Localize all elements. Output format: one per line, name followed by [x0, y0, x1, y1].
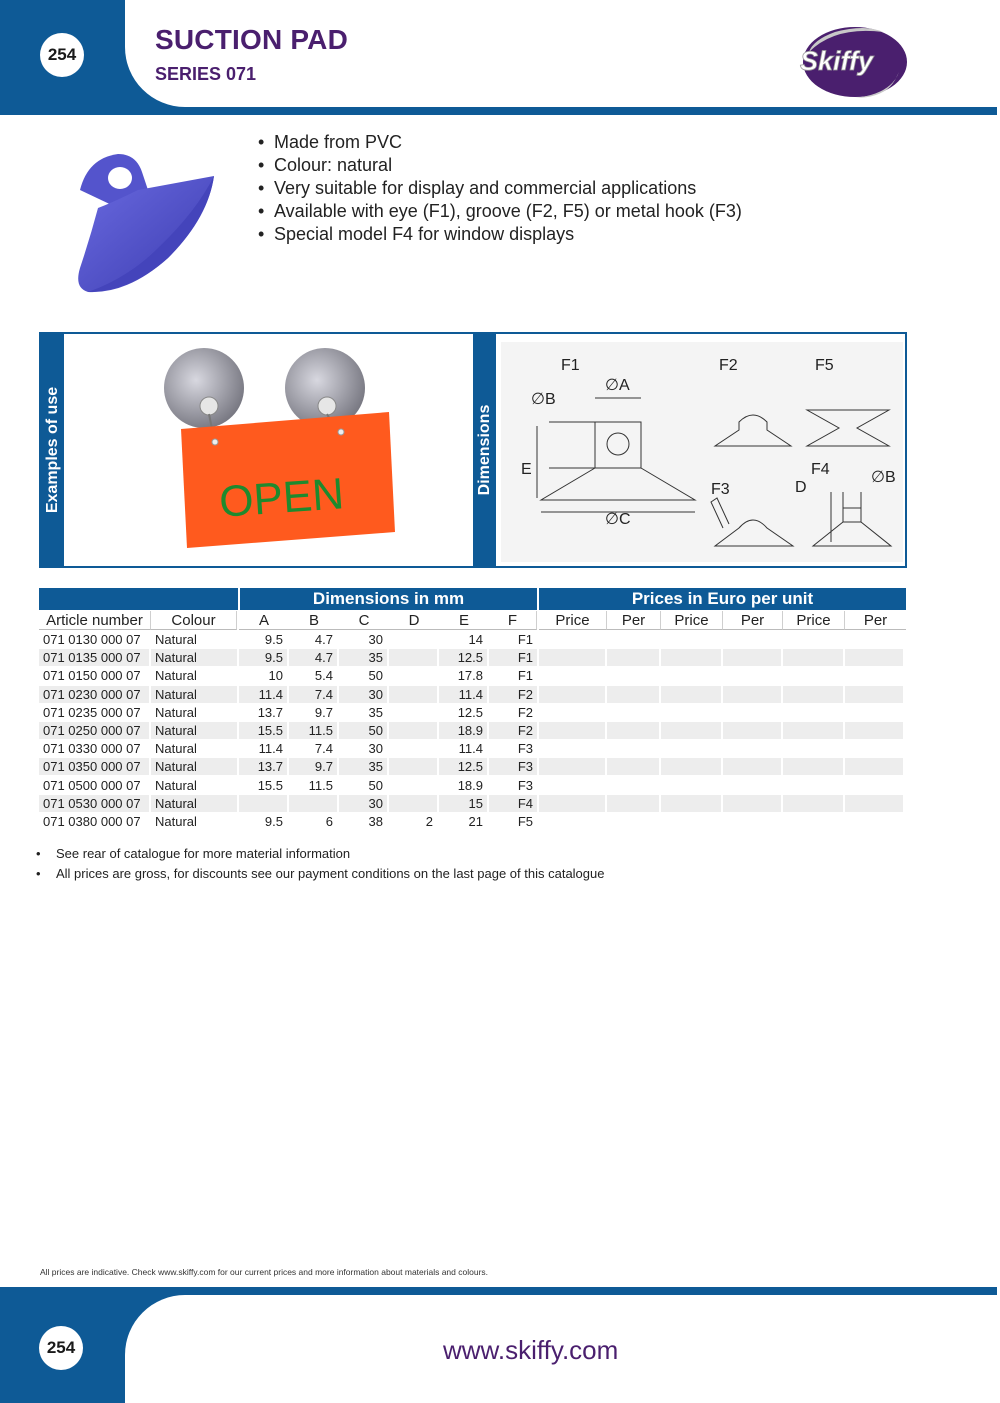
table-cell — [607, 740, 659, 757]
note-item: • See rear of catalogue for more material information — [36, 844, 604, 864]
table-cell: Natural — [151, 686, 237, 703]
column-header: F — [489, 611, 537, 630]
table-row — [39, 649, 906, 667]
table-cell — [539, 740, 605, 757]
skiffy-logo — [795, 22, 910, 100]
table-cell: Natural — [155, 813, 197, 829]
notes-list — [36, 844, 604, 883]
table-cell — [389, 686, 437, 703]
table-cell — [539, 704, 605, 721]
table-cell — [845, 649, 903, 666]
table-cell: 18.9 — [439, 722, 487, 739]
table-row — [39, 758, 906, 776]
table-cell — [389, 667, 437, 684]
table-cell: Natural — [151, 795, 237, 812]
table-cell: 11.4 — [439, 686, 487, 703]
table-cell: 30 — [339, 686, 387, 703]
table-cell: 9.5 — [264, 632, 283, 647]
table-cell: 35 — [339, 758, 387, 775]
table-cell — [607, 649, 659, 666]
feature-item: • Special model F4 for window displays — [258, 223, 742, 246]
note-item: • All prices are gross, for discounts see our payment conditions on the last page of this catalogue — [36, 864, 604, 884]
table-cell: 15.5 — [257, 777, 283, 793]
table-cell — [389, 631, 437, 648]
table-cell: F3 — [517, 777, 533, 793]
table-row — [39, 777, 906, 795]
table-cell: 071 0530 000 07 — [39, 795, 149, 812]
table-cell — [539, 649, 605, 666]
table-cell — [783, 777, 843, 794]
table-cell: 9.7 — [314, 704, 333, 720]
table-cell — [607, 758, 659, 775]
table-cell: Natural — [155, 777, 197, 793]
table-cell: 4.7 — [314, 632, 333, 647]
table-cell — [845, 722, 903, 739]
dimension-d-label: D — [795, 479, 807, 496]
suction-pad-product-image — [58, 128, 230, 314]
table-cell — [783, 667, 843, 684]
column-header: B — [289, 611, 339, 630]
table-cell — [661, 686, 721, 703]
logo-text: Skiffy — [800, 46, 874, 76]
column-header: Colour — [151, 611, 237, 630]
table-cell: 7.4 — [289, 686, 337, 703]
open-sign-example-image — [69, 334, 469, 566]
table-cell: 12.5 — [439, 649, 487, 666]
table-cell: 071 0230 000 07 — [39, 686, 149, 703]
table-cell — [661, 649, 721, 666]
feature-item: • Very suitable for display and commercial applications — [258, 177, 742, 200]
table-cell: 2 — [425, 813, 433, 829]
table-cell — [539, 795, 605, 812]
table-cell: Natural — [151, 649, 237, 666]
column-header: Price — [661, 611, 723, 630]
table-body — [39, 631, 906, 831]
table-cell — [783, 631, 843, 648]
dimension-e-label: E — [521, 461, 532, 478]
table-row — [39, 740, 906, 758]
table-cell — [723, 649, 781, 666]
table-cell: 071 0330 000 07 — [43, 741, 141, 757]
table-cell — [539, 631, 605, 648]
dimensions-diagram — [501, 342, 903, 562]
diameter-b-f4-label: ∅B — [871, 469, 896, 486]
column-header: E — [439, 611, 489, 630]
table-cell — [783, 722, 843, 739]
table-cell: F1 — [517, 632, 533, 647]
table-cell: 11.5 — [308, 777, 333, 793]
table-cell: 15 — [439, 795, 487, 812]
table-cell: 14 — [468, 632, 483, 647]
table-cell — [661, 777, 721, 794]
disclaimer-text: All prices are indicative. Check www.skiffy.com for our current prices and more information about materials and colours. — [40, 1267, 489, 1277]
table-cell: 30 — [368, 632, 383, 647]
table-cell — [661, 813, 721, 830]
table-cell — [845, 740, 903, 757]
table-row — [39, 813, 906, 831]
table-cell — [607, 704, 659, 721]
table-cell — [661, 704, 721, 721]
footer-page-number-badge: 254 — [39, 1326, 83, 1370]
table-cell: F5 — [517, 813, 533, 829]
table-cell: 071 0250 000 07 — [39, 722, 149, 739]
table-cell — [607, 631, 659, 648]
table-cell — [783, 704, 843, 721]
table-cell — [539, 813, 605, 830]
column-header: Price — [539, 611, 607, 630]
table-cell — [607, 686, 659, 703]
sign-text: OPEN — [217, 469, 346, 527]
table-cell — [661, 667, 721, 684]
table-cell — [845, 795, 903, 812]
table-cell — [389, 649, 437, 666]
table-cell — [845, 704, 903, 721]
table-row — [39, 667, 906, 685]
f5-label: F5 — [815, 357, 834, 374]
f2-label: F2 — [719, 357, 738, 374]
table-cell: 50 — [368, 777, 383, 793]
table-cell — [723, 704, 781, 721]
table-cell — [723, 722, 781, 739]
table-cell: 9.5 — [264, 813, 283, 829]
table-group-dimensions: Dimensions in mm — [240, 588, 537, 610]
table-cell: Natural — [151, 758, 237, 775]
column-header: C — [339, 611, 389, 630]
table-cell — [539, 722, 605, 739]
table-cell: 5.4 — [314, 668, 333, 684]
table-cell: F3 — [489, 758, 537, 775]
column-header: A — [239, 611, 289, 630]
table-cell: 071 0350 000 07 — [39, 758, 149, 775]
table-cell: 071 0235 000 07 — [43, 704, 141, 720]
diameter-a-label: ∅A — [605, 377, 630, 394]
f1-label: F1 — [561, 357, 580, 374]
table-cell: 21 — [468, 813, 483, 829]
table-cell: 11.4 — [258, 741, 283, 757]
page-number-badge: 254 — [40, 33, 84, 77]
table-cell — [661, 722, 721, 739]
table-cell — [783, 740, 843, 757]
diameter-c-label: ∅C — [605, 511, 631, 528]
examples-of-use-tab — [41, 334, 64, 566]
table-cell: Natural — [155, 668, 197, 684]
table-cell: 30 — [368, 741, 383, 757]
table-cell: F1 — [517, 668, 533, 684]
table-cell: 9.5 — [239, 649, 287, 666]
table-group-prices: Prices in Euro per unit — [539, 588, 906, 610]
table-cell — [723, 686, 781, 703]
table-cell — [783, 649, 843, 666]
images-panel — [39, 332, 907, 568]
table-header-blank — [39, 588, 238, 610]
table-cell: 071 0150 000 07 — [43, 668, 141, 684]
table-cell — [389, 704, 437, 721]
table-cell: 071 0380 000 07 — [43, 813, 141, 829]
table-cell: 10 — [268, 668, 283, 684]
table-cell — [389, 758, 437, 775]
table-cell: 11.4 — [239, 686, 287, 703]
website-link[interactable]: www.skiffy.com — [443, 1335, 619, 1365]
table-cell — [723, 740, 781, 757]
table-cell: 35 — [339, 649, 387, 666]
page-title: SUCTION PAD — [155, 24, 349, 55]
table-row — [39, 631, 906, 649]
feature-list — [258, 131, 742, 246]
table-cell: 12.5 — [439, 758, 487, 775]
f4-label: F4 — [811, 461, 830, 478]
table-cell — [723, 777, 781, 794]
table-cell — [723, 631, 781, 648]
table-cell — [723, 758, 781, 775]
table-cell — [607, 777, 659, 794]
table-cell: 13.7 — [257, 704, 283, 720]
table-cell — [607, 813, 659, 830]
table-cell: F3 — [517, 741, 533, 757]
column-header: Per — [607, 611, 661, 630]
table-cell — [783, 686, 843, 703]
table-cell — [845, 667, 903, 684]
table-cell: 7.4 — [314, 741, 333, 757]
table-cell: 071 0130 000 07 — [43, 632, 141, 647]
table-cell — [783, 758, 843, 775]
table-cell: 30 — [339, 795, 387, 812]
examples-of-use-label: Examples of use — [43, 386, 61, 514]
table-cell: 9.7 — [289, 758, 337, 775]
table-cell: 38 — [368, 813, 383, 829]
table-cell: 11.5 — [289, 722, 337, 739]
table-cell — [845, 686, 903, 703]
table-cell — [723, 813, 781, 830]
table-cell: 071 0500 000 07 — [43, 777, 141, 793]
table-cell — [607, 667, 659, 684]
table-cell: 35 — [368, 704, 383, 720]
table-cell — [845, 631, 903, 648]
table-cell — [723, 667, 781, 684]
table-cell — [389, 722, 437, 739]
table-row — [39, 686, 906, 704]
column-header: Price — [783, 611, 845, 630]
table-cell: 50 — [339, 722, 387, 739]
column-header: Article number — [39, 611, 151, 630]
column-header: Per — [845, 611, 906, 630]
table-cell — [607, 722, 659, 739]
table-cell: 15.5 — [239, 722, 287, 739]
series-subtitle: SERIES 071 — [155, 64, 257, 84]
table-column-headers — [39, 611, 906, 630]
feature-item: • Colour: natural — [258, 154, 742, 177]
table-cell: F4 — [489, 795, 537, 812]
feature-item: • Made from PVC — [258, 131, 742, 154]
table-row — [39, 704, 906, 722]
feature-item: • Available with eye (F1), groove (F2, F5) or metal hook (F3) — [258, 200, 742, 223]
table-cell: 18.9 — [457, 777, 483, 793]
table-cell: 17.8 — [457, 668, 483, 684]
table-cell: F2 — [517, 704, 533, 720]
diameter-b-label: ∅B — [531, 391, 556, 408]
table-cell: 50 — [368, 668, 383, 684]
table-cell: F2 — [489, 686, 537, 703]
table-cell — [539, 777, 605, 794]
table-cell — [389, 740, 437, 757]
table-cell — [783, 795, 843, 812]
table-cell — [661, 795, 721, 812]
dimensions-tab — [473, 334, 496, 566]
table-cell: 12.5 — [457, 704, 483, 720]
table-cell — [539, 758, 605, 775]
table-cell — [607, 795, 659, 812]
table-cell: 11.4 — [458, 741, 483, 757]
table-cell — [845, 813, 903, 830]
table-cell: Natural — [155, 704, 197, 720]
table-cell — [783, 813, 843, 830]
table-cell — [723, 795, 781, 812]
table-cell: Natural — [155, 632, 197, 647]
f3-label: F3 — [711, 481, 730, 498]
table-row — [39, 722, 906, 740]
table-row — [39, 795, 906, 813]
table-cell — [661, 740, 721, 757]
table-cell: Natural — [155, 741, 197, 757]
column-header: D — [389, 611, 439, 630]
table-cell — [845, 777, 903, 794]
table-cell: 13.7 — [239, 758, 287, 775]
table-cell — [289, 795, 337, 812]
table-cell — [239, 795, 287, 812]
table-cell — [389, 795, 437, 812]
table-cell — [539, 686, 605, 703]
table-cell — [389, 777, 437, 794]
table-cell: F2 — [489, 722, 537, 739]
table-cell: 4.7 — [289, 649, 337, 666]
table-cell — [539, 667, 605, 684]
table-cell — [661, 758, 721, 775]
table-cell: F1 — [489, 649, 537, 666]
table-cell — [845, 758, 903, 775]
table-cell: 071 0135 000 07 — [39, 649, 149, 666]
table-cell — [661, 631, 721, 648]
table-cell: Natural — [151, 722, 237, 739]
column-header: Per — [723, 611, 783, 630]
dimensions-label: Dimensions — [475, 404, 493, 496]
table-cell: 6 — [325, 813, 333, 829]
